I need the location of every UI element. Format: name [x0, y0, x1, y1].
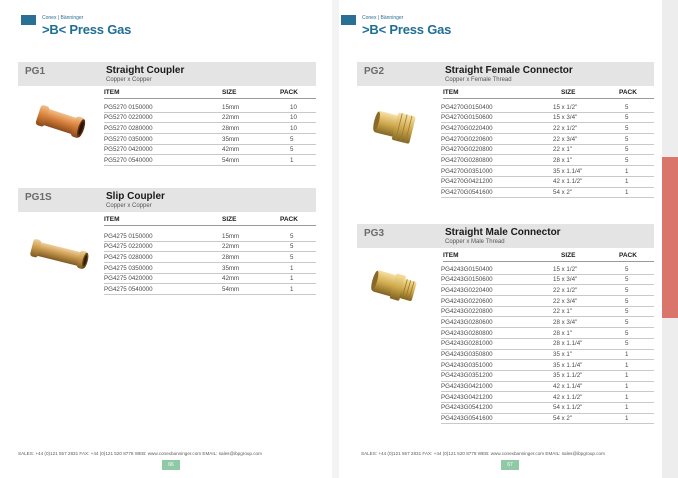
table-row: [441, 275, 654, 286]
pack-cell: 5: [625, 276, 629, 284]
size-cell: 22mm: [222, 243, 240, 251]
product-title: Straight Male Connector: [445, 227, 561, 238]
table-row: [441, 145, 654, 156]
pack-cell: 1: [625, 415, 629, 423]
column-size: SIZE: [222, 89, 237, 96]
footer-contact: SALES: +44 (0)121 557 2831 FAX: +44 (0)121 520 8778 WEB: www.conexbanninger.com EMAIL: sales@ibpgroup.com: [18, 451, 262, 456]
size-cell: 28 x 1": [553, 329, 573, 337]
pack-cell: 5: [290, 146, 294, 154]
product-code: PG2: [364, 66, 385, 77]
table-row: [441, 392, 654, 403]
page-number-text: 66: [168, 462, 174, 468]
footer-contact: SALES: +44 (0)121 557 2831 FAX: +44 (0)121 520 8778 WEB: www.conexbanninger.com EMAIL: sales@ibpgroup.com: [361, 451, 605, 456]
pack-cell: 1: [625, 393, 629, 401]
item-code-cell: PG4270G0421200: [441, 178, 493, 186]
size-cell: 15 x 3/4": [553, 114, 578, 122]
brand-square-icon: [341, 15, 356, 25]
item-code-cell: PG4243G0220800: [441, 308, 493, 316]
size-cell: 42 x 1.1/2": [553, 178, 583, 186]
size-cell: 15 x 1/2": [553, 265, 578, 273]
pack-cell: 5: [625, 114, 629, 122]
size-cell: 28mm: [222, 253, 240, 261]
size-cell: 15mm: [222, 103, 240, 111]
item-code-cell: PG5270 0280000: [104, 124, 153, 132]
item-code-cell: PG4270G0150600: [441, 114, 493, 122]
table-row: [441, 403, 654, 414]
item-code-cell: PG4243G0150600: [441, 276, 493, 284]
pack-cell: 10: [290, 103, 297, 111]
size-cell: 42mm: [222, 146, 240, 154]
table-row: [441, 339, 654, 350]
male-connector-image: [369, 264, 419, 308]
slip-coupler-image: [28, 234, 90, 274]
product-title: Straight Female Connector: [445, 65, 573, 76]
pack-cell: 5: [290, 232, 294, 240]
table-row: [441, 307, 654, 318]
pack-cell: 5: [625, 103, 629, 111]
pack-cell: 1: [625, 167, 629, 175]
pack-cell: 5: [625, 340, 629, 348]
pack-cell: 5: [625, 265, 629, 273]
table-row: [104, 155, 316, 166]
table-row: [104, 102, 316, 113]
item-code-cell: PG4270G0280800: [441, 156, 493, 164]
pack-cell: 1: [290, 264, 294, 272]
item-code-cell: PG4275 0350000: [104, 264, 153, 272]
item-code-cell: PG4270G0220400: [441, 124, 493, 132]
table-row: [441, 350, 654, 361]
column-item: ITEM: [104, 216, 120, 223]
table-row: [441, 328, 654, 339]
size-cell: 28 x 1": [553, 156, 573, 164]
table-row: [441, 264, 654, 275]
table-row: [441, 134, 654, 145]
pack-cell: 1: [625, 189, 629, 196]
size-cell: 54 x 1.1/2": [553, 404, 583, 412]
column-item: ITEM: [104, 89, 120, 96]
column-item: ITEM: [443, 89, 459, 96]
size-cell: 54 x 2": [553, 189, 573, 196]
pack-cell: 5: [625, 124, 629, 132]
pack-cell: 5: [625, 318, 629, 326]
left-page: [0, 0, 332, 478]
size-cell: 54mm: [222, 156, 240, 164]
pack-cell: 5: [625, 329, 629, 337]
column-size: SIZE: [561, 89, 576, 96]
pack-cell: 1: [625, 351, 629, 358]
table-row: [441, 155, 654, 166]
pack-cell: 10: [290, 114, 297, 122]
brand-company: Conex | Bänninger: [42, 15, 84, 21]
product-code: PG1: [25, 66, 46, 77]
item-code-cell: PG4275 0280000: [104, 253, 153, 261]
brand-company: Conex | Bänninger: [362, 15, 404, 21]
table-row: [104, 274, 316, 285]
product-rows: [104, 231, 316, 295]
item-code-cell: PG4270G0220600: [441, 135, 493, 143]
size-cell: 54 x 2": [553, 415, 573, 423]
size-cell: 22 x 1/2": [553, 286, 578, 294]
size-cell: 42 x 1.1/4": [553, 383, 583, 391]
brand-logo: [341, 13, 461, 39]
table-header: [443, 88, 654, 99]
item-code-cell: PG5270 0420000: [104, 146, 153, 154]
size-cell: 42 x 1.1/2": [553, 393, 583, 401]
section-tab[interactable]: [662, 157, 678, 318]
pack-cell: 1: [625, 372, 629, 380]
pack-cell: 1: [625, 383, 629, 391]
size-cell: 22 x 3/4": [553, 297, 578, 305]
table-header: [104, 88, 316, 99]
table-row: [104, 263, 316, 274]
table-row: [441, 296, 654, 307]
product-code: PG1S: [25, 192, 52, 203]
pack-cell: 5: [290, 253, 294, 261]
table-row: [104, 231, 316, 242]
column-pack: PACK: [619, 252, 637, 259]
item-code-cell: PG4270G0351000: [441, 167, 493, 175]
item-code-cell: PG4243G0351200: [441, 372, 493, 380]
product-code: PG3: [364, 228, 385, 239]
item-code-cell: PG5270 0220000: [104, 114, 153, 122]
table-row: [441, 102, 654, 113]
table-header: [443, 251, 654, 262]
product-header: [357, 62, 654, 86]
size-cell: 35 x 1.1/4": [553, 361, 583, 369]
page-number-right: [501, 460, 519, 470]
pack-cell: 1: [290, 285, 294, 293]
product-subtitle: Copper x Copper: [106, 77, 152, 83]
pack-cell: 10: [290, 124, 297, 132]
size-cell: 35mm: [222, 264, 240, 272]
straight-coupler-image: [34, 100, 86, 144]
size-cell: 15 x 1/2": [553, 103, 578, 111]
pack-cell: 5: [290, 135, 294, 143]
column-pack: PACK: [280, 89, 298, 96]
item-code-cell: PG4275 0150000: [104, 232, 153, 240]
table-row: [441, 113, 654, 124]
column-size: SIZE: [561, 252, 576, 259]
item-code-cell: PG4243G0541200: [441, 404, 493, 412]
size-cell: 22 x 1": [553, 146, 573, 154]
table-row: [441, 382, 654, 393]
right-page: [339, 0, 662, 478]
page-gutter: [332, 0, 339, 478]
product-subtitle: Copper x Copper: [106, 203, 152, 209]
size-cell: 22 x 1": [553, 308, 573, 316]
table-row: [441, 177, 654, 188]
product-header: [18, 62, 316, 86]
size-cell: 28mm: [222, 124, 240, 132]
item-code-cell: PG4243G0541600: [441, 415, 493, 423]
column-pack: PACK: [619, 89, 637, 96]
product-title: Slip Coupler: [106, 191, 165, 202]
brand-logo: [21, 13, 141, 39]
column-item: ITEM: [443, 252, 459, 259]
brand-product-line: >B< Press Gas: [42, 22, 132, 37]
size-cell: 35mm: [222, 135, 240, 143]
size-cell: 15mm: [222, 232, 240, 240]
item-code-cell: PG4243G0421200: [441, 393, 493, 401]
table-row: [104, 123, 316, 134]
table-row: [441, 414, 654, 425]
product-header: [18, 188, 316, 212]
product-header: [357, 224, 654, 248]
size-cell: 54mm: [222, 285, 240, 293]
table-row: [104, 242, 316, 253]
product-rows: [441, 102, 654, 198]
pack-cell: 5: [625, 297, 629, 305]
item-code-cell: PG4243G0350800: [441, 351, 493, 358]
table-row: [441, 317, 654, 328]
pack-cell: 5: [290, 243, 294, 251]
product-subtitle: Copper x Male Thread: [445, 239, 505, 245]
pack-cell: 1: [290, 275, 294, 283]
pack-cell: 5: [625, 308, 629, 316]
size-cell: 22 x 3/4": [553, 135, 578, 143]
page-number-text: 67: [507, 462, 513, 468]
item-code-cell: PG5270 0350000: [104, 135, 153, 143]
item-code-cell: PG4243G0351000: [441, 361, 493, 369]
product-rows: [104, 102, 316, 166]
item-code-cell: PG4243G0281000: [441, 340, 493, 348]
item-code-cell: PG5270 0540000: [104, 156, 153, 164]
item-code-cell: PG5270 0150000: [104, 103, 153, 111]
size-cell: 22 x 1/2": [553, 124, 578, 132]
table-row: [441, 166, 654, 177]
item-code-cell: PG4243G0220400: [441, 286, 493, 294]
size-cell: 42mm: [222, 275, 240, 283]
pack-cell: 5: [625, 286, 629, 294]
table-row: [104, 284, 316, 295]
brand-square-icon: [21, 15, 36, 25]
brand-product-line: >B< Press Gas: [362, 22, 452, 37]
item-code-cell: PG4243G0150400: [441, 265, 493, 273]
product-rows: [441, 264, 654, 424]
size-cell: 35 x 1": [553, 351, 573, 358]
table-row: [104, 252, 316, 263]
size-cell: 28 x 3/4": [553, 318, 578, 326]
table-row: [104, 134, 316, 145]
table-row: [104, 113, 316, 124]
table-row: [441, 360, 654, 371]
item-code-cell: PG4243G0421000: [441, 383, 493, 391]
pack-cell: 5: [625, 146, 629, 154]
pack-cell: 1: [625, 404, 629, 412]
table-row: [441, 188, 654, 199]
item-code-cell: PG4243G0280600: [441, 318, 493, 326]
pack-cell: 5: [625, 135, 629, 143]
size-cell: 28 x 1.1/4": [553, 340, 583, 348]
page-number-left: [162, 460, 180, 470]
product-subtitle: Copper x Female Thread: [445, 77, 512, 83]
item-code-cell: PG4275 0220000: [104, 243, 153, 251]
item-code-cell: PG4243G0220600: [441, 297, 493, 305]
product-title: Straight Coupler: [106, 65, 185, 76]
table-row: [441, 371, 654, 382]
item-code-cell: PG4270G0150400: [441, 103, 493, 111]
pack-cell: 5: [625, 156, 629, 164]
table-row: [441, 285, 654, 296]
item-code-cell: PG4275 0540000: [104, 285, 153, 293]
table-row: [104, 145, 316, 156]
table-row: [441, 123, 654, 134]
pack-cell: 1: [625, 178, 629, 186]
size-cell: 35 x 1.1/2": [553, 372, 583, 380]
table-header: [104, 215, 316, 226]
female-connector-image: [371, 104, 419, 148]
column-pack: PACK: [280, 216, 298, 223]
size-cell: 22mm: [222, 114, 240, 122]
size-cell: 35 x 1.1/4": [553, 167, 583, 175]
item-code-cell: PG4275 0420000: [104, 275, 153, 283]
size-cell: 15 x 3/4": [553, 276, 578, 284]
item-code-cell: PG4270G0220800: [441, 146, 493, 154]
pack-cell: 1: [290, 156, 294, 164]
item-code-cell: PG4270G0541600: [441, 189, 493, 196]
item-code-cell: PG4243G0280800: [441, 329, 493, 337]
pack-cell: 1: [625, 361, 629, 369]
column-size: SIZE: [222, 216, 237, 223]
